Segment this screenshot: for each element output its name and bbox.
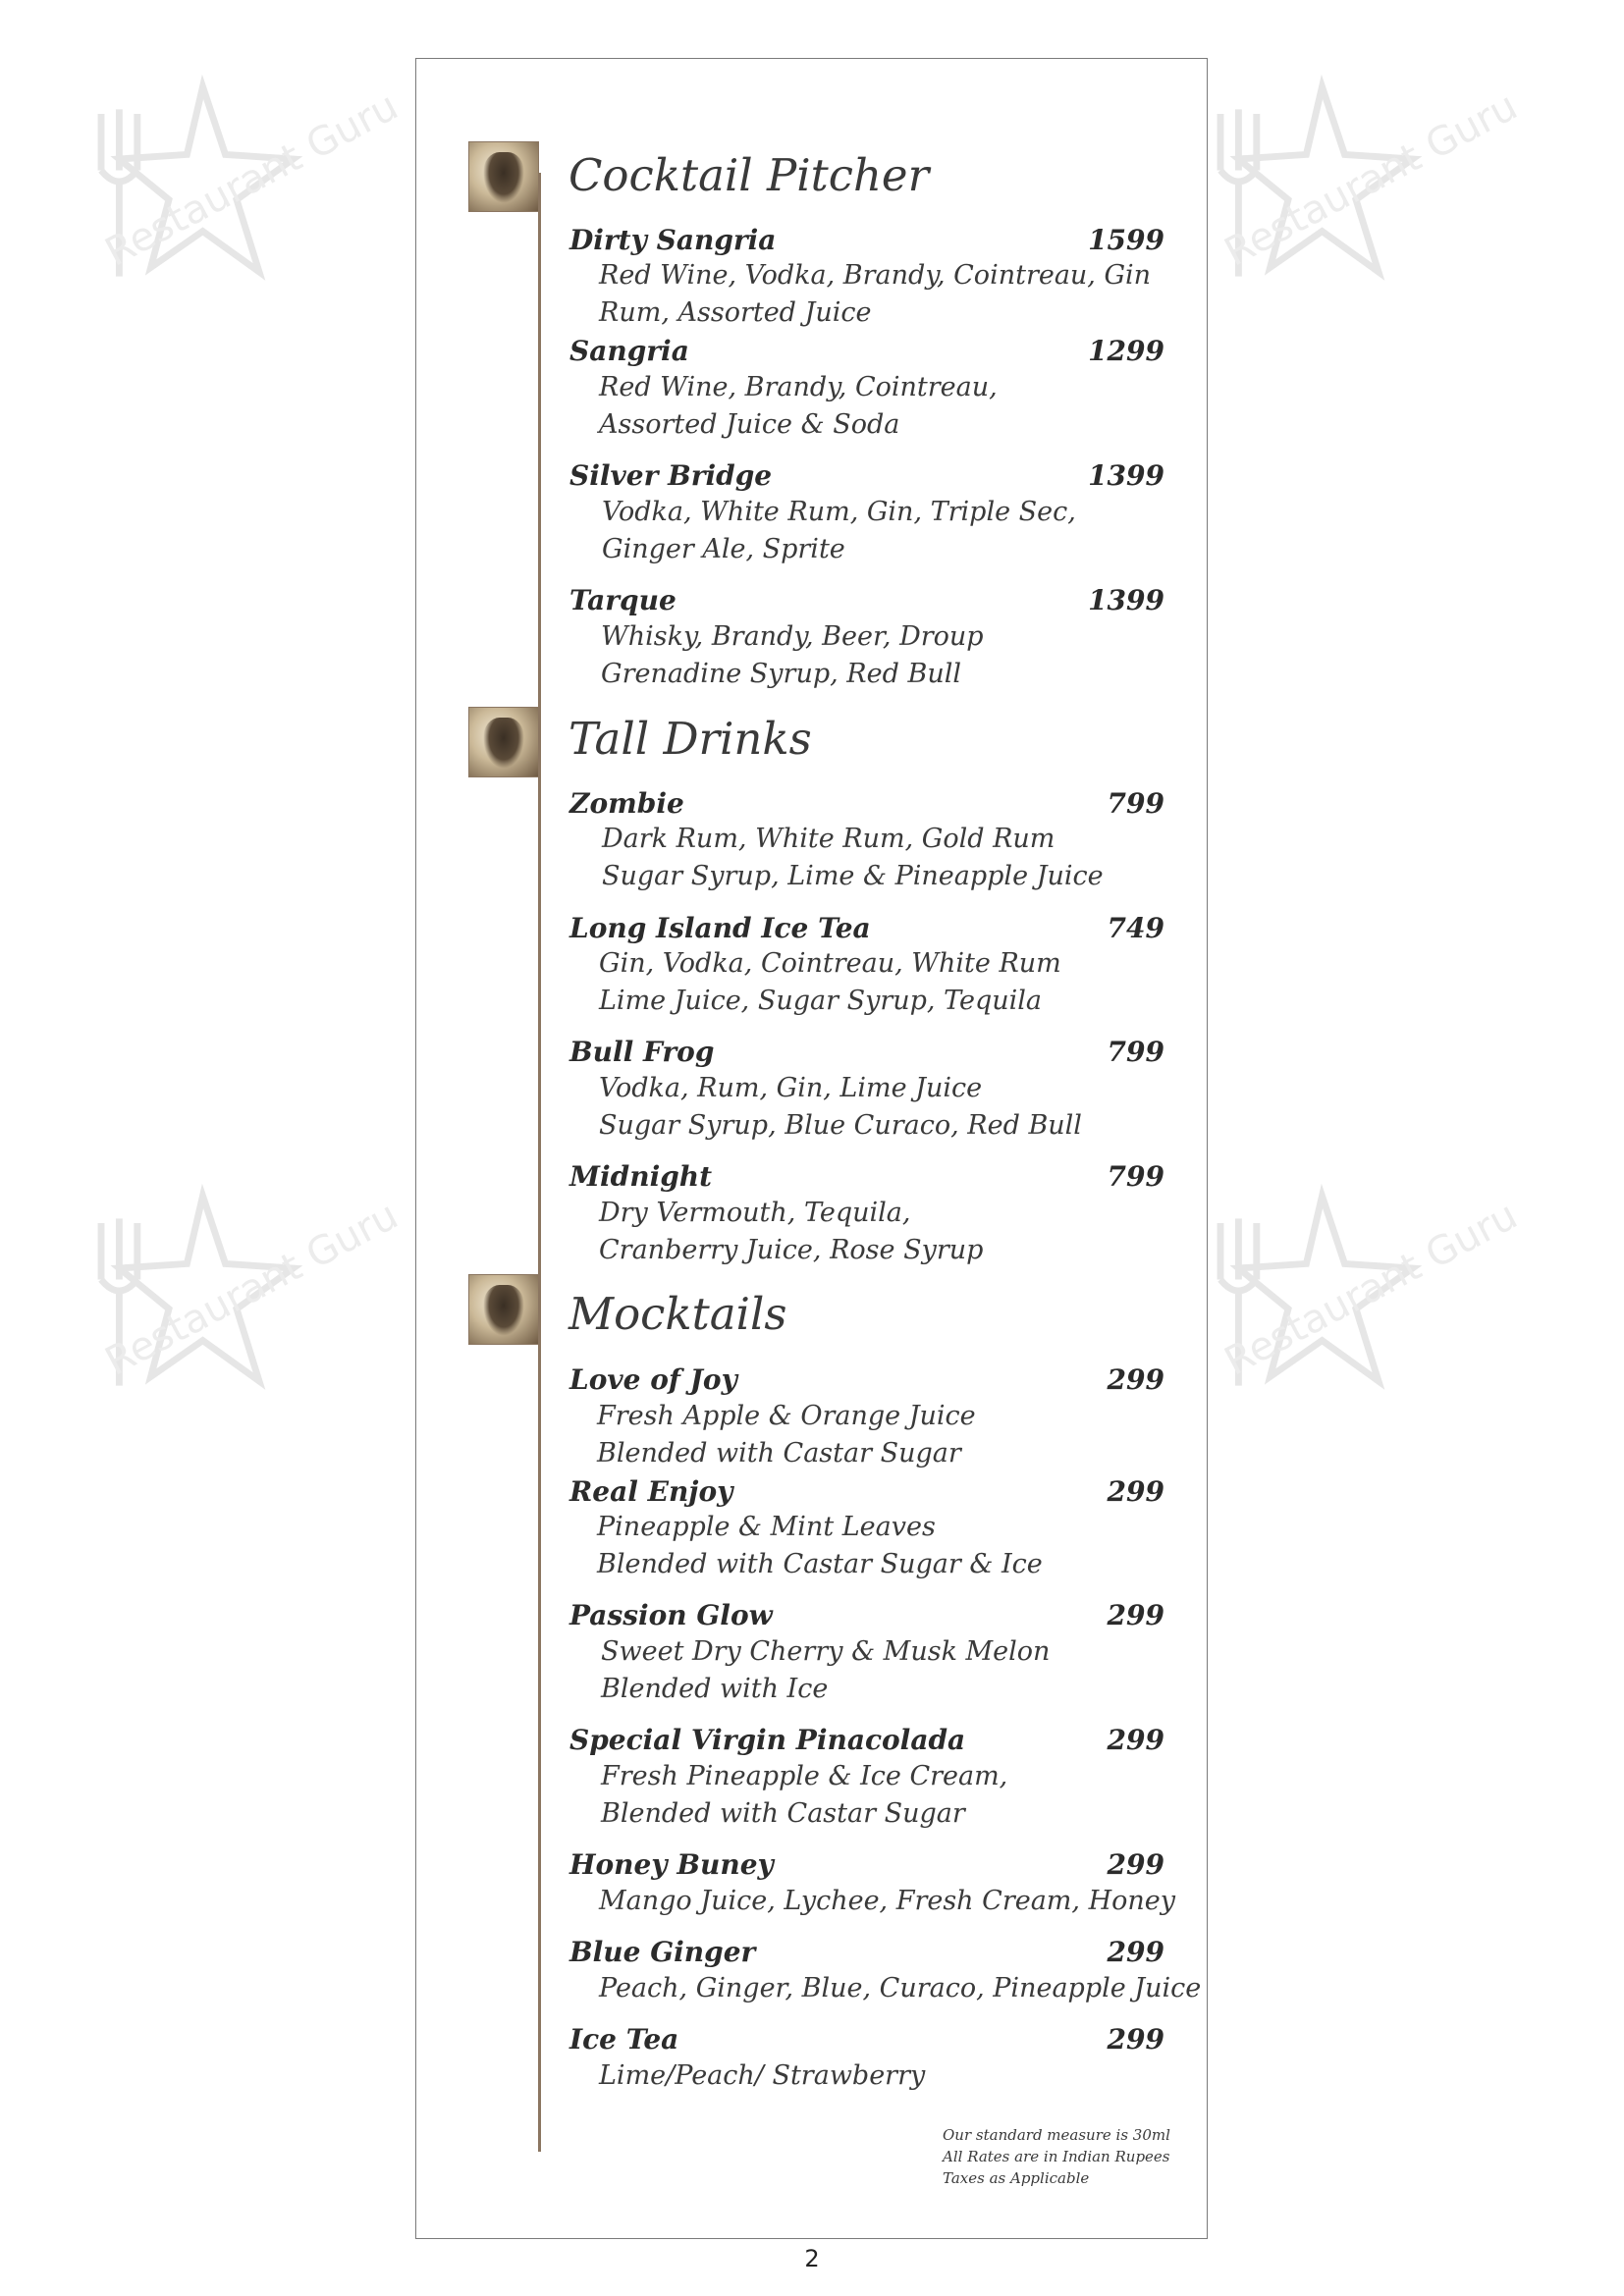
footnote: All Rates are in Indian Rupees <box>943 2148 1170 2165</box>
item-name: Love of Joy <box>569 1363 737 1396</box>
watermark <box>1198 1178 1525 1472</box>
item-price: 799 <box>1107 1036 1164 1068</box>
fork-star-icon <box>1198 69 1424 294</box>
section-title: Cocktail Pitcher <box>568 149 930 201</box>
item-price: 799 <box>1107 787 1164 820</box>
item-desc: Pineapple & Mint Leaves <box>597 1512 936 1542</box>
item-desc: Fresh Apple & Orange Juice <box>597 1401 976 1431</box>
watermark <box>79 69 406 363</box>
item-desc: Blended with Ice <box>601 1674 829 1704</box>
page-number: 2 <box>804 2245 820 2272</box>
watermark <box>79 1178 406 1472</box>
item-desc: Dark Rum, White Rum, Gold Rum <box>602 824 1056 854</box>
item-price: 299 <box>1107 1599 1164 1631</box>
item-desc: Cranberry Juice, Rose Syrup <box>599 1235 984 1265</box>
elephant-icon <box>468 707 539 777</box>
item-desc: Sugar Syrup, Lime & Pineapple Juice <box>602 861 1104 891</box>
item-price: 1399 <box>1088 459 1164 492</box>
watermark-text: Restaurant Guru <box>1218 1193 1525 1385</box>
item-name: Honey Buney <box>569 1848 774 1881</box>
section-title: Mocktails <box>568 1288 787 1340</box>
elephant-icon <box>468 1274 539 1345</box>
item-price: 1599 <box>1088 224 1164 256</box>
item-desc: Fresh Pineapple & Ice Cream, <box>601 1761 1008 1791</box>
item-desc: Grenadine Syrup, Red Bull <box>601 659 961 689</box>
item-desc: Vodka, White Rum, Gin, Triple Sec, <box>602 497 1076 527</box>
fork-star-icon <box>1198 1178 1424 1404</box>
watermark <box>1198 69 1525 363</box>
item-desc: Peach, Ginger, Blue, Curaco, Pineapple Juice <box>599 1973 1202 2003</box>
fork-star-icon <box>79 1178 304 1404</box>
item-price: 749 <box>1107 912 1164 944</box>
item-price: 299 <box>1107 1724 1164 1756</box>
item-price: 1399 <box>1088 584 1164 616</box>
item-desc: Sugar Syrup, Blue Curaco, Red Bull <box>599 1110 1082 1141</box>
item-desc: Red Wine, Vodka, Brandy, Cointreau, Gin <box>599 260 1152 291</box>
item-price: 299 <box>1107 1936 1164 1968</box>
item-desc: Lime Juice, Sugar Syrup, Tequila <box>599 986 1043 1016</box>
watermark-text: Restaurant Guru <box>98 1193 406 1385</box>
item-desc: Assorted Juice & Soda <box>599 409 900 440</box>
item-name: Bull Frog <box>569 1036 715 1068</box>
watermark-text: Restaurant Guru <box>98 83 406 276</box>
watermark-text: Restaurant Guru <box>1218 83 1525 276</box>
item-price: 299 <box>1107 1475 1164 1508</box>
item-name: Ice Tea <box>569 2023 679 2056</box>
item-desc: Mango Juice, Lychee, Fresh Cream, Honey <box>599 1886 1175 1916</box>
item-name: Tarque <box>569 584 677 616</box>
footnotes <box>943 2124 1170 2189</box>
item-name: Passion Glow <box>569 1599 773 1631</box>
footnote: Taxes as Applicable <box>943 2169 1090 2187</box>
item-desc: Blended with Castar Sugar <box>601 1798 965 1829</box>
item-name: Long Island Ice Tea <box>569 912 871 944</box>
item-name: Zombie <box>569 787 684 820</box>
item-price: 299 <box>1107 1363 1164 1396</box>
item-name: Silver Bridge <box>569 459 773 492</box>
item-name: Dirty Sangria <box>569 224 777 256</box>
item-desc: Blended with Castar Sugar & Ice <box>597 1549 1043 1579</box>
item-name: Sangria <box>569 335 689 367</box>
item-name: Special Virgin Pinacolada <box>569 1724 966 1756</box>
item-desc: Ginger Ale, Sprite <box>602 534 845 564</box>
item-price: 299 <box>1107 1848 1164 1881</box>
item-desc: Gin, Vodka, Cointreau, White Rum <box>599 948 1061 979</box>
item-desc: Blended with Castar Sugar <box>597 1438 961 1468</box>
vertical-divider <box>538 173 541 2152</box>
item-desc: Rum, Assorted Juice <box>599 297 872 328</box>
item-name: Midnight <box>569 1160 713 1193</box>
item-name: Real Enjoy <box>569 1475 733 1508</box>
item-desc: Vodka, Rum, Gin, Lime Juice <box>599 1073 983 1103</box>
fork-star-icon <box>79 69 304 294</box>
item-desc: Sweet Dry Cherry & Musk Melon <box>601 1636 1051 1667</box>
footnote: Our standard measure is 30ml <box>943 2126 1170 2144</box>
item-desc: Dry Vermouth, Tequila, <box>599 1198 911 1228</box>
section-title: Tall Drinks <box>568 713 812 765</box>
item-price: 299 <box>1107 2023 1164 2056</box>
item-price: 1299 <box>1088 335 1164 367</box>
elephant-icon <box>468 141 539 212</box>
item-desc: Red Wine, Brandy, Cointreau, <box>599 372 998 402</box>
item-desc: Whisky, Brandy, Beer, Droup <box>601 621 984 652</box>
item-desc: Lime/Peach/ Strawberry <box>599 2060 926 2091</box>
item-name: Blue Ginger <box>569 1936 756 1968</box>
item-price: 799 <box>1107 1160 1164 1193</box>
